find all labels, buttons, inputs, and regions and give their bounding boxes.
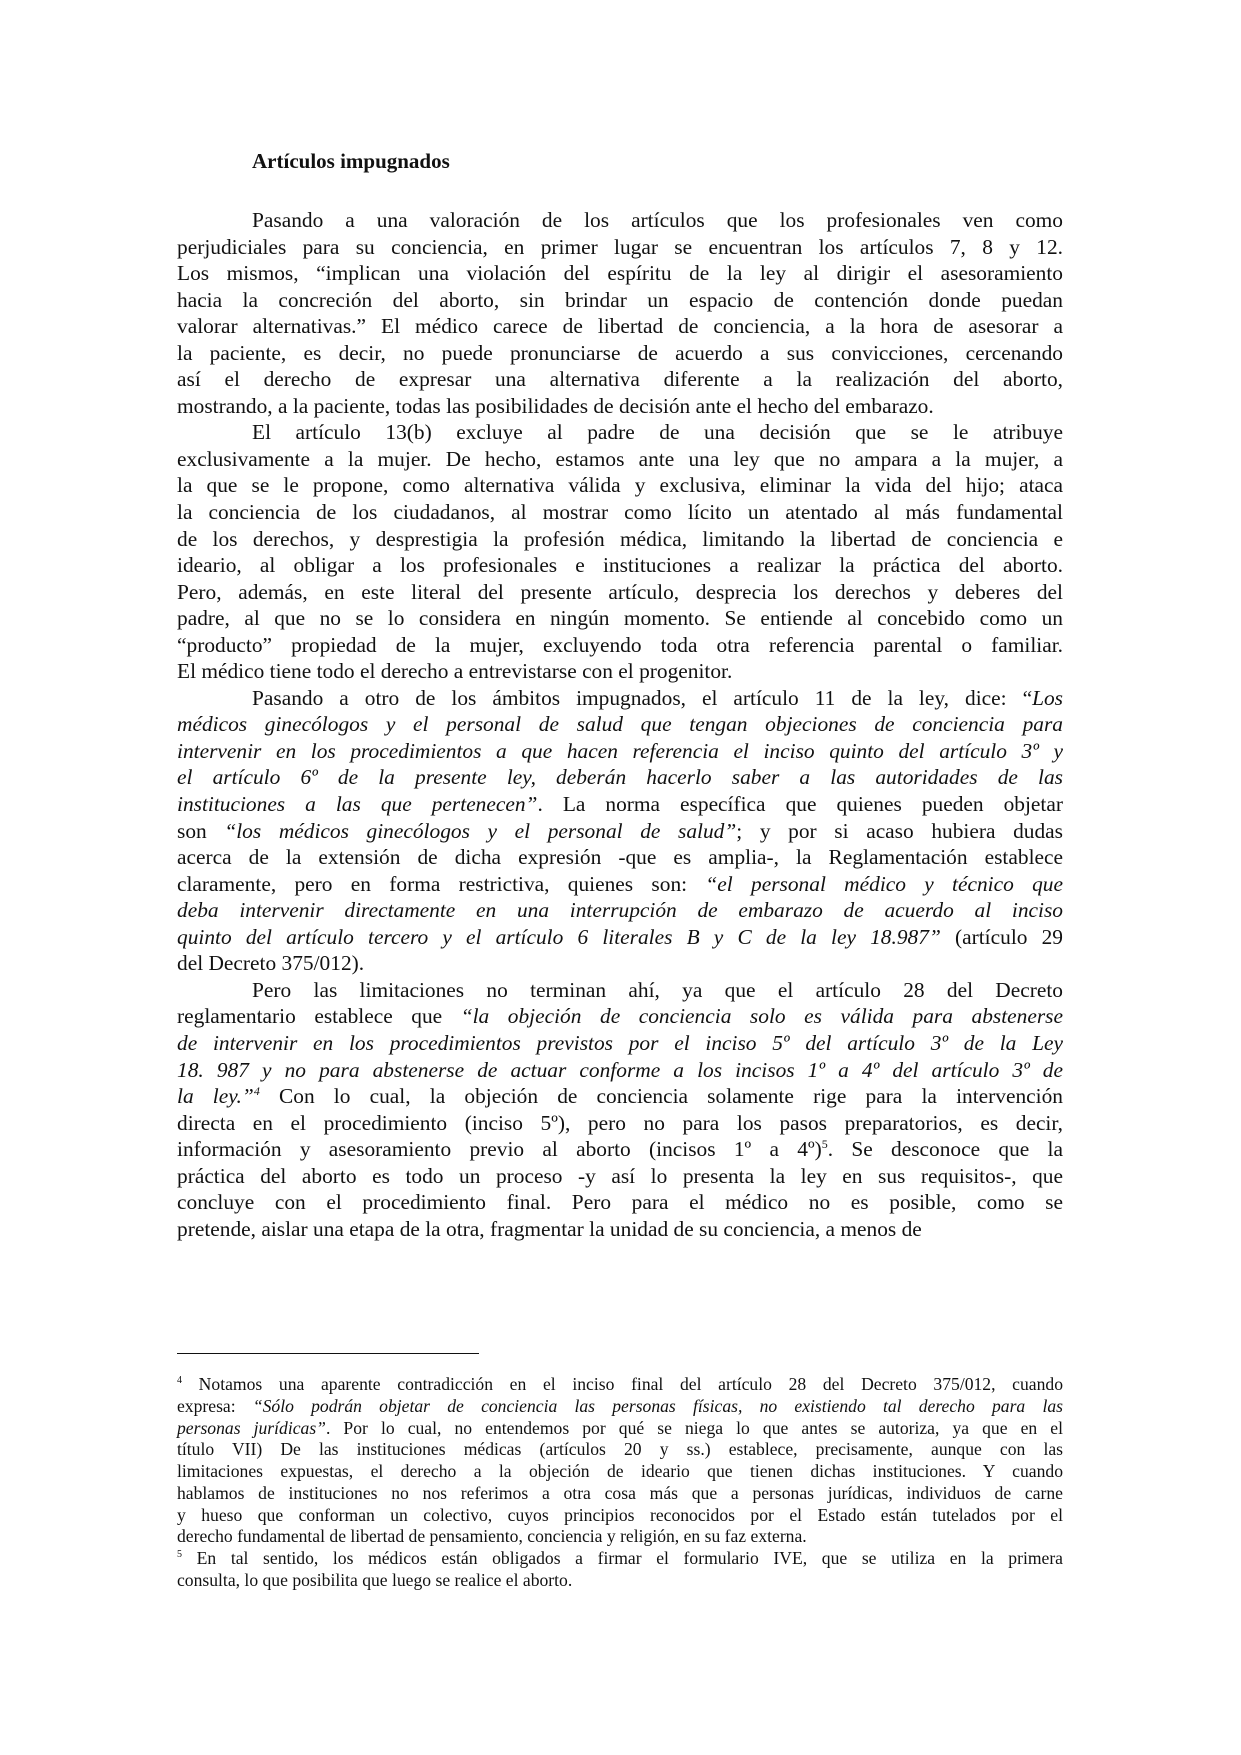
text-run: y hueso que conforman un colectivo, cuyos principios reconocidos por el Estado están tutelados por el <box>177 1504 1063 1525</box>
body-line <box>177 340 1063 367</box>
body-line <box>177 552 1063 579</box>
footnote-line <box>177 1396 1063 1418</box>
body-line <box>177 871 1063 898</box>
text-run: mostrando, a la paciente, todas las posibilidades de decisión ante el hecho del embarazo. <box>177 393 934 418</box>
body-line <box>177 313 1063 340</box>
text-run: valorar alternativas.” El médico carece de libertad de conciencia, a la hora de asesorar a <box>177 314 1063 339</box>
body-line <box>177 950 1063 977</box>
italic-quote: instituciones a las que pertenecen” <box>177 792 538 817</box>
italic-quote: 18. 987 y no para abstenerse de actuar conforme a los incisos 1º a 4º del artículo 3º de <box>177 1057 1063 1082</box>
text-run: la paciente, es decir, no puede pronunciarse de acuerdo a sus convicciones, cercenando <box>177 340 1063 365</box>
body-line <box>177 393 1063 420</box>
text-run: perjudiciales para su conciencia, en primer lugar se encuentran los artículos 7, 8 y 12. <box>177 234 1063 259</box>
body-line <box>177 632 1063 659</box>
text-run: limitaciones expuestas, el derecho a la objeción de ideario que tienen dichas instituciones. Y cuando <box>177 1461 1063 1481</box>
body-line <box>177 1003 1063 1030</box>
italic-quote: “la objeción de conciencia solo es válida para abstenerse <box>460 1004 1063 1029</box>
body-line <box>177 472 1063 499</box>
footnotes <box>177 1374 1063 1592</box>
text-run: práctica del aborto es todo un proceso -y así lo presenta la ley en sus requisitos-, que <box>177 1163 1063 1188</box>
body-line <box>177 526 1063 553</box>
text-run: (artículo 29 <box>940 924 1064 949</box>
italic-quote: la ley.” <box>177 1084 254 1109</box>
text-run: la que se le propone, como alternativa válida y exclusiva, eliminar la vida del hijo; ataca <box>177 473 1063 498</box>
text-run: hablamos de instituciones no nos referimos a otra cosa más que a personas jurídicas, individuos de carne <box>177 1482 1063 1503</box>
body-line <box>177 579 1063 606</box>
body-line <box>177 499 1063 526</box>
text-run: Los mismos, “implican una violación del espíritu de la ley al dirigir el asesoramiento <box>177 261 1063 286</box>
body-line <box>177 1216 1063 1243</box>
body-line <box>177 446 1063 473</box>
italic-quote: “los médicos ginecólogos y el personal de salud” <box>224 818 737 843</box>
body-line <box>177 1030 1063 1057</box>
body-line <box>177 234 1063 261</box>
footnote-line <box>177 1461 1063 1483</box>
text-run: directa en el procedimiento (inciso 5º), pero no para los pasos preparatorios, es decir, <box>177 1110 1063 1135</box>
italic-quote: médicos ginecólogos y el personal de salud que tengan objeciones de conciencia para <box>177 712 1063 737</box>
text-run: son <box>177 818 225 843</box>
body-line <box>177 1110 1063 1137</box>
body-line <box>177 791 1063 818</box>
footnote-line <box>177 1548 1063 1570</box>
body-line <box>177 818 1063 845</box>
text-run: expresa: <box>177 1395 253 1416</box>
text-run: Notamos una aparente contradicción en el inciso final del artículo 28 del Decreto 375/012, cuando <box>182 1374 1063 1394</box>
body-line <box>177 287 1063 314</box>
body-line <box>177 658 1063 685</box>
body-line <box>177 1083 1063 1110</box>
section-heading: Artículos impugnados <box>252 149 450 173</box>
italic-quote: personas jurídicas” <box>177 1417 326 1438</box>
body-line <box>177 366 1063 393</box>
body-line <box>177 711 1063 738</box>
body-line <box>177 1163 1063 1190</box>
text-run: ideario, al obligar a los profesionales e instituciones a realizar la práctica del aborto. <box>177 553 1063 578</box>
text-run: padre, al que no se lo considera en ningún momento. Se entiende al concebido como un <box>177 606 1063 631</box>
footnote-reference: 5 <box>821 1137 828 1152</box>
body-line <box>177 897 1063 924</box>
footnote-line <box>177 1483 1063 1505</box>
text-run: la conciencia de los ciudadanos, al mostrar como lícito un atentado al más fundamental <box>177 500 1063 525</box>
body-line <box>177 260 1063 287</box>
body-line <box>177 207 1063 234</box>
italic-quote: intervenir en los procedimientos a que hacen referencia el inciso quinto del artículo 3º y <box>177 738 1063 763</box>
italic-quote: Los <box>1032 685 1063 710</box>
footnote-reference: 5 <box>177 1549 182 1561</box>
text-run: Pasando a una valoración de los artículos que los profesionales ven como <box>252 208 1063 232</box>
body-text <box>177 207 1063 1242</box>
text-run: así el derecho de expresar una alternativa diferente a la realización del aborto, <box>177 367 1063 392</box>
footnote-reference: 4 <box>177 1375 182 1387</box>
footnote-line <box>177 1418 1063 1440</box>
footnote-line <box>177 1374 1063 1396</box>
body-line <box>177 738 1063 765</box>
body-line <box>177 419 1063 446</box>
body-line <box>177 977 1063 1004</box>
text-run: del Decreto 375/012). <box>177 951 365 976</box>
italic-quote: “el personal médico y técnico que <box>705 871 1063 896</box>
text-run: . Por lo cual, no entendemos por qué se niega lo que antes se autoriza, ya que en el <box>325 1417 1063 1438</box>
text-run: “producto” propiedad de la mujer, excluyendo toda otra referencia parental o familiar. <box>177 632 1063 657</box>
footnote-line <box>177 1439 1063 1461</box>
body-line <box>177 764 1063 791</box>
body-line <box>177 1057 1063 1084</box>
text-run: de los derechos, y desprestigia la profesión médica, limitando la libertad de conciencia e <box>177 526 1063 551</box>
text-run: . La norma específica que quienes pueden objetar <box>537 792 1063 817</box>
italic-quote: de intervenir en los procedimientos previstos por el inciso 5º del artículo 3º de la Ley <box>177 1030 1063 1055</box>
text-run: hacia la concreción del aborto, sin brindar un espacio de contención donde puedan <box>177 287 1063 312</box>
text-run: El médico tiene todo el derecho a entrevistarse con el progenitor. <box>177 659 733 684</box>
text-run: Con lo cual, la objeción de conciencia solamente rige para la intervención <box>259 1084 1063 1109</box>
text-run: Pero las limitaciones no terminan ahí, ya que el artículo 28 del Decreto <box>252 977 1063 1002</box>
text-run: pretende, aislar una etapa de la otra, fragmentar la unidad de su conciencia, a menos de <box>177 1216 922 1241</box>
text-run: Pasando a otro de los ámbitos impugnados, el artículo 11 de la ley, dice: “ <box>252 685 1033 710</box>
text-run: claramente, pero en forma restrictiva, quienes son: <box>177 871 706 896</box>
text-run: información y asesoramiento previo al aborto (incisos 1º a 4º) <box>177 1137 822 1162</box>
body-line <box>177 1189 1063 1216</box>
footnote-reference: 4 <box>253 1083 260 1098</box>
body-line <box>177 605 1063 632</box>
footnote-line <box>177 1570 1063 1592</box>
text-run: El artículo 13(b) excluye al padre de una decisión que se le atribuye <box>252 420 1063 445</box>
text-run: concluye con el procedimiento final. Pero para el médico no es posible, como se <box>177 1190 1063 1215</box>
body-line <box>177 1136 1063 1163</box>
text-run: En tal sentido, los médicos están obligados a firmar el formulario IVE, que se utiliza en la primera <box>182 1548 1063 1568</box>
text-run: Pero, además, en este literal del presente artículo, desprecia los derechos y deberes del <box>177 579 1063 604</box>
text-run: acerca de la extensión de dicha expresión -que es amplia-, la Reglamentación establece <box>177 845 1063 870</box>
footnote-line <box>177 1526 1063 1548</box>
text-run: título VII) De las instituciones médicas (artículos 20 y ss.) establece, precisamente, aunque con las <box>177 1439 1063 1460</box>
text-run: ; y por si acaso hubiera dudas <box>736 818 1063 843</box>
body-line <box>177 844 1063 871</box>
text-run: consulta, lo que posibilita que luego se realice el aborto. <box>177 1569 573 1590</box>
italic-quote: deba intervenir directamente en una interrupción de embarazo de acuerdo al inciso <box>177 898 1063 923</box>
body-line <box>177 924 1063 951</box>
italic-quote: el artículo 6º de la presente ley, deberán hacerlo saber a las autoridades de las <box>177 765 1063 790</box>
text-run: derecho fundamental de libertad de pensamiento, conciencia y religión, en su faz externa. <box>177 1526 807 1547</box>
text-run: exclusivamente a la mujer. De hecho, estamos ante una ley que no ampara a la mujer, a <box>177 446 1063 471</box>
italic-quote: quinto del artículo tercero y el artículo 6 literales B y C de la ley 18.987” <box>177 924 941 949</box>
body-line <box>177 685 1063 712</box>
text-run: reglamentario establece que <box>177 1004 461 1029</box>
footnote-line <box>177 1505 1063 1527</box>
italic-quote: “Sólo podrán objetar de conciencia las personas físicas, no existiendo tal derecho para las <box>252 1395 1063 1416</box>
text-run: . Se desconoce que la <box>827 1137 1063 1162</box>
footnote-separator <box>177 1353 479 1354</box>
